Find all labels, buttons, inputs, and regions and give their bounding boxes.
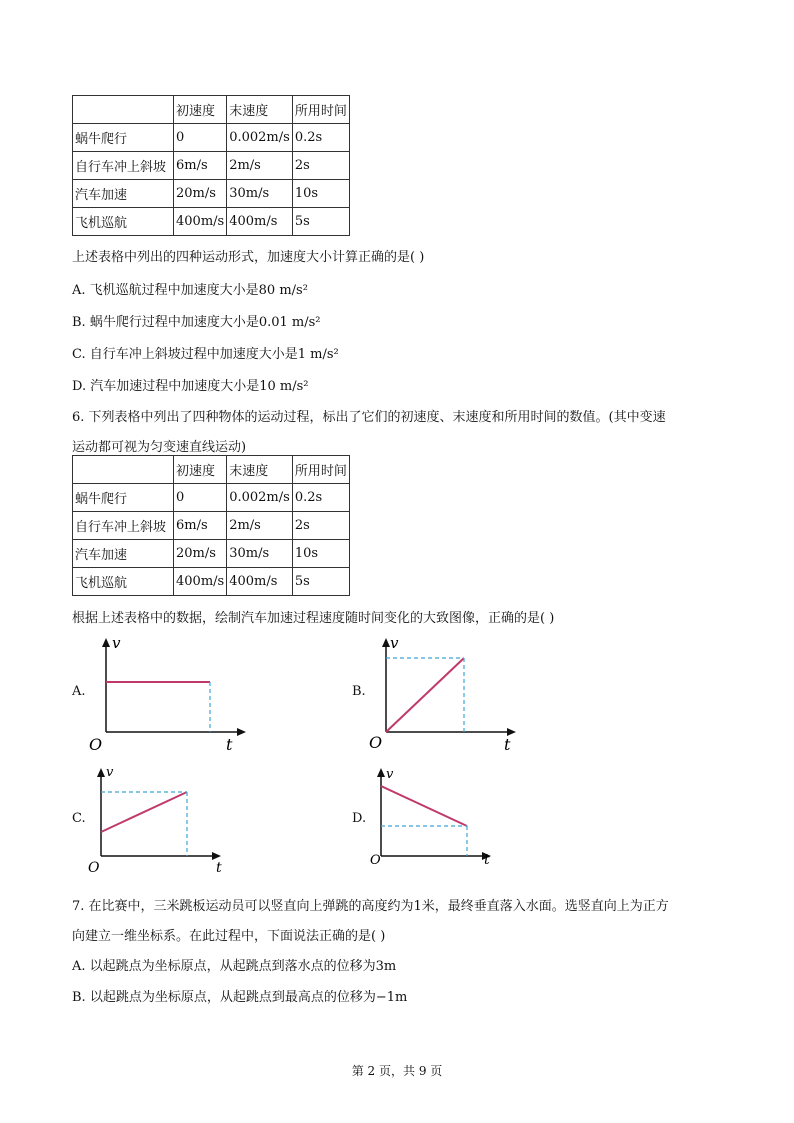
table-cell: 400m/s xyxy=(227,568,293,596)
x-axis-arrow xyxy=(237,728,246,736)
table-cell: 5s xyxy=(292,568,349,596)
graph-c xyxy=(86,760,256,882)
table-cell: 0 xyxy=(174,124,227,152)
table-cell: 初速度 xyxy=(174,456,227,484)
x-axis-arrow xyxy=(212,852,221,860)
x-axis-label: t xyxy=(216,860,222,876)
y-axis-label: v xyxy=(386,767,394,782)
table-row xyxy=(73,208,350,236)
y-axis-arrow xyxy=(377,768,385,777)
x-axis-label: t xyxy=(504,735,511,754)
table-cell: 初速度 xyxy=(174,96,227,124)
table-cell: 汽车加速 xyxy=(73,180,174,208)
table-row xyxy=(73,512,350,540)
origin-label: O xyxy=(370,853,381,868)
y-axis-arrow xyxy=(102,638,110,647)
table-cell: 2m/s xyxy=(227,512,293,540)
table-cell: 30m/s xyxy=(227,540,293,568)
data-table-1 xyxy=(72,95,350,236)
y-axis-label: v xyxy=(112,634,121,652)
table-cell: 400m/s xyxy=(174,568,227,596)
q7-stem-line2: 向建立一维坐标系。在此过程中，下面说法正确的是( ) xyxy=(72,929,386,944)
graph-option-a-label: A. xyxy=(72,684,86,699)
table-cell: 6m/s xyxy=(174,512,227,540)
table-cell: 5s xyxy=(292,208,349,236)
table-cell: 飞机巡航 xyxy=(73,568,174,596)
x-axis-label: t xyxy=(226,735,233,754)
graph-option-d-label: D. xyxy=(352,811,367,826)
table-cell: 末速度 xyxy=(227,96,293,124)
table-cell: 0.002m/s xyxy=(227,484,293,512)
table-cell: 400m/s xyxy=(227,208,293,236)
table-cell: 20m/s xyxy=(174,180,227,208)
q5-option-b: B. 蜗牛爬行过程中加速度大小是0.01 m/s² xyxy=(72,315,321,330)
table-cell: 10s xyxy=(292,540,349,568)
q7-option-a: A. 以起跳点为坐标原点，从起跳点到落水点的位移为3m xyxy=(72,959,397,974)
y-axis-label: v xyxy=(390,634,399,652)
origin-label: O xyxy=(369,733,383,752)
origin-label: O xyxy=(88,860,100,876)
table-row xyxy=(73,540,350,568)
velocity-line xyxy=(101,792,187,832)
y-axis-label: v xyxy=(106,765,114,780)
table-cell: 自行车冲上斜坡 xyxy=(73,152,174,180)
graph-a xyxy=(86,632,256,754)
table-cell: 0.2s xyxy=(292,124,349,152)
velocity-line xyxy=(381,786,467,826)
table-cell: 10s xyxy=(292,180,349,208)
graph-d xyxy=(366,760,536,882)
q5-option-d: D. 汽车加速过程中加速度大小是10 m/s² xyxy=(72,379,309,394)
table-cell: 自行车冲上斜坡 xyxy=(73,512,174,540)
table-cell: 2s xyxy=(292,512,349,540)
q7-option-b: B. 以起跳点为坐标原点，从起跳点到最高点的位移为−1m xyxy=(72,990,408,1005)
table-cell: 末速度 xyxy=(227,456,293,484)
table-cell: 20m/s xyxy=(174,540,227,568)
q6-question: 根据上述表格中的数据，绘制汽车加速过程速度随时间变化的大致图像，正确的是( ) xyxy=(72,611,555,626)
graph-option-c-label: C. xyxy=(72,811,86,826)
table-cell: 0 xyxy=(174,484,227,512)
table-cell xyxy=(73,96,174,124)
table-cell: 0.2s xyxy=(292,484,349,512)
q5-option-a: A. 飞机巡航过程中加速度大小是80 m/s² xyxy=(72,283,308,298)
q5-stem: 上述表格中列出的四种运动形式，加速度大小计算正确的是( ) xyxy=(72,250,425,265)
table-cell: 蜗牛爬行 xyxy=(73,124,174,152)
y-axis-arrow xyxy=(97,768,105,777)
origin-label: O xyxy=(89,735,103,754)
y-axis-arrow xyxy=(382,638,390,647)
velocity-line xyxy=(386,658,464,732)
table-row xyxy=(73,484,350,512)
graph-b xyxy=(366,632,536,754)
table-cell: 2m/s xyxy=(227,152,293,180)
table-cell: 飞机巡航 xyxy=(73,208,174,236)
table-cell: 蜗牛爬行 xyxy=(73,484,174,512)
table-row xyxy=(73,124,350,152)
table-cell xyxy=(73,456,174,484)
data-table-2 xyxy=(72,455,350,596)
table-row xyxy=(73,568,350,596)
table-cell: 30m/s xyxy=(227,180,293,208)
table-header-row xyxy=(73,96,350,124)
q6-stem-line1: 6. 下列表格中列出了四种物体的运动过程，标出了它们的初速度、末速度和所用时间的数值。(其中变速 xyxy=(72,410,666,425)
table-cell: 400m/s xyxy=(174,208,227,236)
table-cell: 汽车加速 xyxy=(73,540,174,568)
page-footer: 第 2 页，共 9 页 xyxy=(351,1064,443,1078)
table-cell: 所用时间 xyxy=(292,456,349,484)
q6-stem-line2: 运动都可视为匀变速直线运动) xyxy=(72,440,247,455)
q7-stem-line1: 7. 在比赛中，三米跳板运动员可以竖直向上弹跳的高度约为1米，最终垂直落入水面。选竖直向上为正方 xyxy=(72,899,669,914)
table-cell: 2s xyxy=(292,152,349,180)
graph-option-b-label: B. xyxy=(352,684,366,699)
q5-option-c: C. 自行车冲上斜坡过程中加速度大小是1 m/s² xyxy=(72,347,339,362)
table-header-row xyxy=(73,456,350,484)
x-axis-label: t xyxy=(484,852,490,868)
table-cell: 6m/s xyxy=(174,152,227,180)
table-row xyxy=(73,180,350,208)
table-cell: 所用时间 xyxy=(292,96,349,124)
table-cell: 0.002m/s xyxy=(227,124,293,152)
table-row xyxy=(73,152,350,180)
